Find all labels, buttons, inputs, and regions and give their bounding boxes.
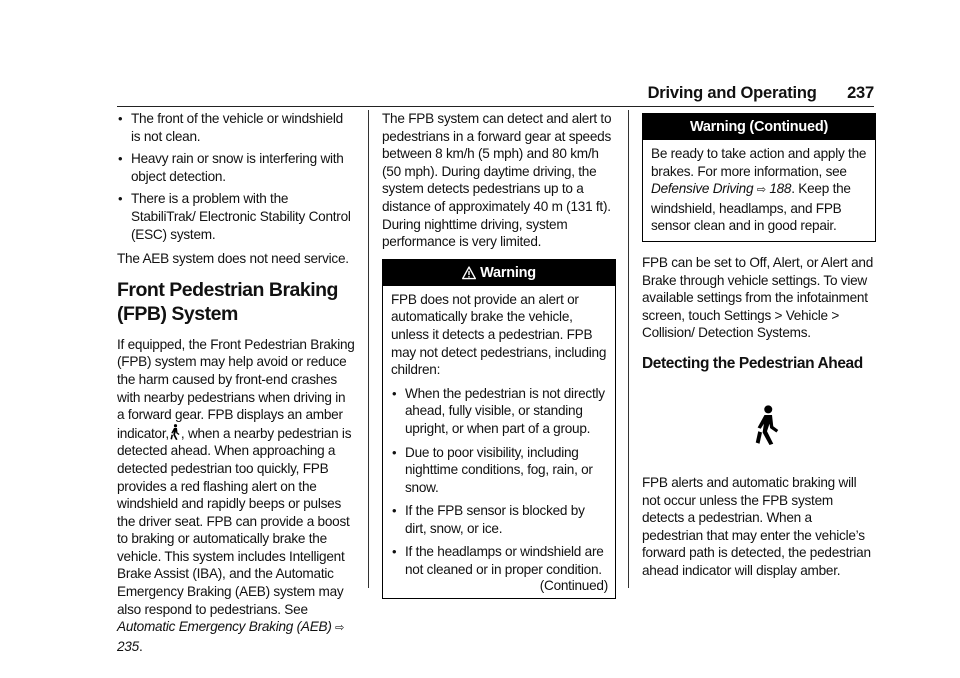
column-1 <box>117 110 355 663</box>
warning-body <box>383 286 615 599</box>
warning-body <box>643 140 875 241</box>
page-ref-arrow-icon: ⇨ <box>756 184 766 197</box>
warning-box-continued <box>642 113 876 242</box>
section-title: Driving and Operating <box>647 84 817 102</box>
column-divider <box>368 110 369 588</box>
warning-triangle-icon <box>462 266 476 280</box>
pedestrian-walking-icon <box>752 404 782 446</box>
fpb-range-paragraph: The FPB system can detect and alert to pedestrians in a forward gear at speeds between 8 km/h (5 mph) and 80 km/h (50 mph). During daytime driving, the system detects pedestrians up to a distance of approximately 40 m (131 ft). During nighttime driving, system performance is very limited. <box>382 111 612 250</box>
text-run: . Keep the windshield, headlamps, and FPB sensor clean and in good repair. <box>651 181 851 234</box>
text-run: Be ready to take action and apply the brakes. For more information, see <box>651 146 867 179</box>
column-2 <box>382 110 616 607</box>
list-item: • If the FPB sensor is blocked by dirt, snow, or ice. <box>391 502 608 537</box>
section-heading: Front Pedestrian Braking (FPB) System <box>117 278 338 325</box>
list-item: • Due to poor visibility, including nighttime conditions, fog, rain, or snow. <box>391 444 608 497</box>
pedestrian-indicator-paragraph: FPB alerts and automatic braking will not occur unless the FPB system detects a pedestrian. When a pedestrian that may enter the vehicle’s forward path is detected, the pedestrian ahead indicator will display amber. <box>642 474 871 578</box>
warning-header <box>383 260 615 286</box>
aeb-note: The AEB system does not need service. <box>117 251 349 267</box>
column-divider <box>628 110 629 588</box>
warning-title: Warning <box>480 264 536 281</box>
header-rule <box>117 106 874 107</box>
text-run: If equipped, the Front Pedestrian Braking (FPB) system may help avoid or reduce the harm caused by front-end crashes with nearby pedestrians when driving in a forward gear. FPB displays an amber indicator, <box>117 336 355 441</box>
warning-text <box>651 145 868 235</box>
warning-box <box>382 259 616 600</box>
warning-intro: FPB does not provide an alert or automatically brake the vehicle, unless it detects a pedestrian. FPB may not detect pedestrians, including children: <box>391 291 607 378</box>
page-number: 237 <box>847 84 874 102</box>
fpb-description <box>117 336 355 656</box>
list-item: • Heavy rain or snow is interfering with object detection. <box>117 150 355 185</box>
running-header <box>648 84 874 103</box>
page-ref-arrow-icon: ⇨ <box>335 622 345 635</box>
warning-header: Warning (Continued) <box>643 114 875 140</box>
continued-label: (Continued) <box>539 577 608 593</box>
list-item: • There is a problem with the StabiliTrak/ Electronic Stability Control (ESC) system. <box>117 190 355 243</box>
cross-reference-link[interactable]: Defensive Driving <box>651 181 754 197</box>
pedestrian-walking-icon <box>169 424 181 440</box>
text-run: , when a nearby pedestrian is detected ahead. When approaching a detected pedestrian too quickly, FPB provides a red flashing alert on the windshield and rapidly beeps or pulses the driver seat. FPB can provide a boost to braking or automatically brake the vehicle. This system includes Intelligent Brake Assist (IBA), and the Automatic Emergency Braking (AEB) system may also respond to pedestrians. See <box>117 425 352 617</box>
list-item: • When the pedestrian is not directly ahead, fully visible, or standing upright, or when part of a group. <box>391 385 608 438</box>
column-3 <box>642 110 876 588</box>
page-ref[interactable]: 188 <box>769 181 792 197</box>
text-run: . <box>138 638 143 654</box>
list-item: • The front of the vehicle or windshield is not clean. <box>117 110 355 145</box>
page-ref[interactable]: 235 <box>117 638 139 654</box>
cross-reference-link[interactable]: Automatic Emergency Braking (AEB) <box>117 619 332 635</box>
subsection-heading: Detecting the Pedestrian Ahead <box>642 354 863 372</box>
list-item: • If the headlamps or windshield are not cleaned or in proper condition. <box>391 543 608 578</box>
fpb-settings-paragraph: FPB can be set to Off, Alert, or Alert and Brake through vehicle settings. To view available settings from the infotainment screen, touch Settings > Vehicle > Collision/ Detection Systems. <box>642 254 874 341</box>
